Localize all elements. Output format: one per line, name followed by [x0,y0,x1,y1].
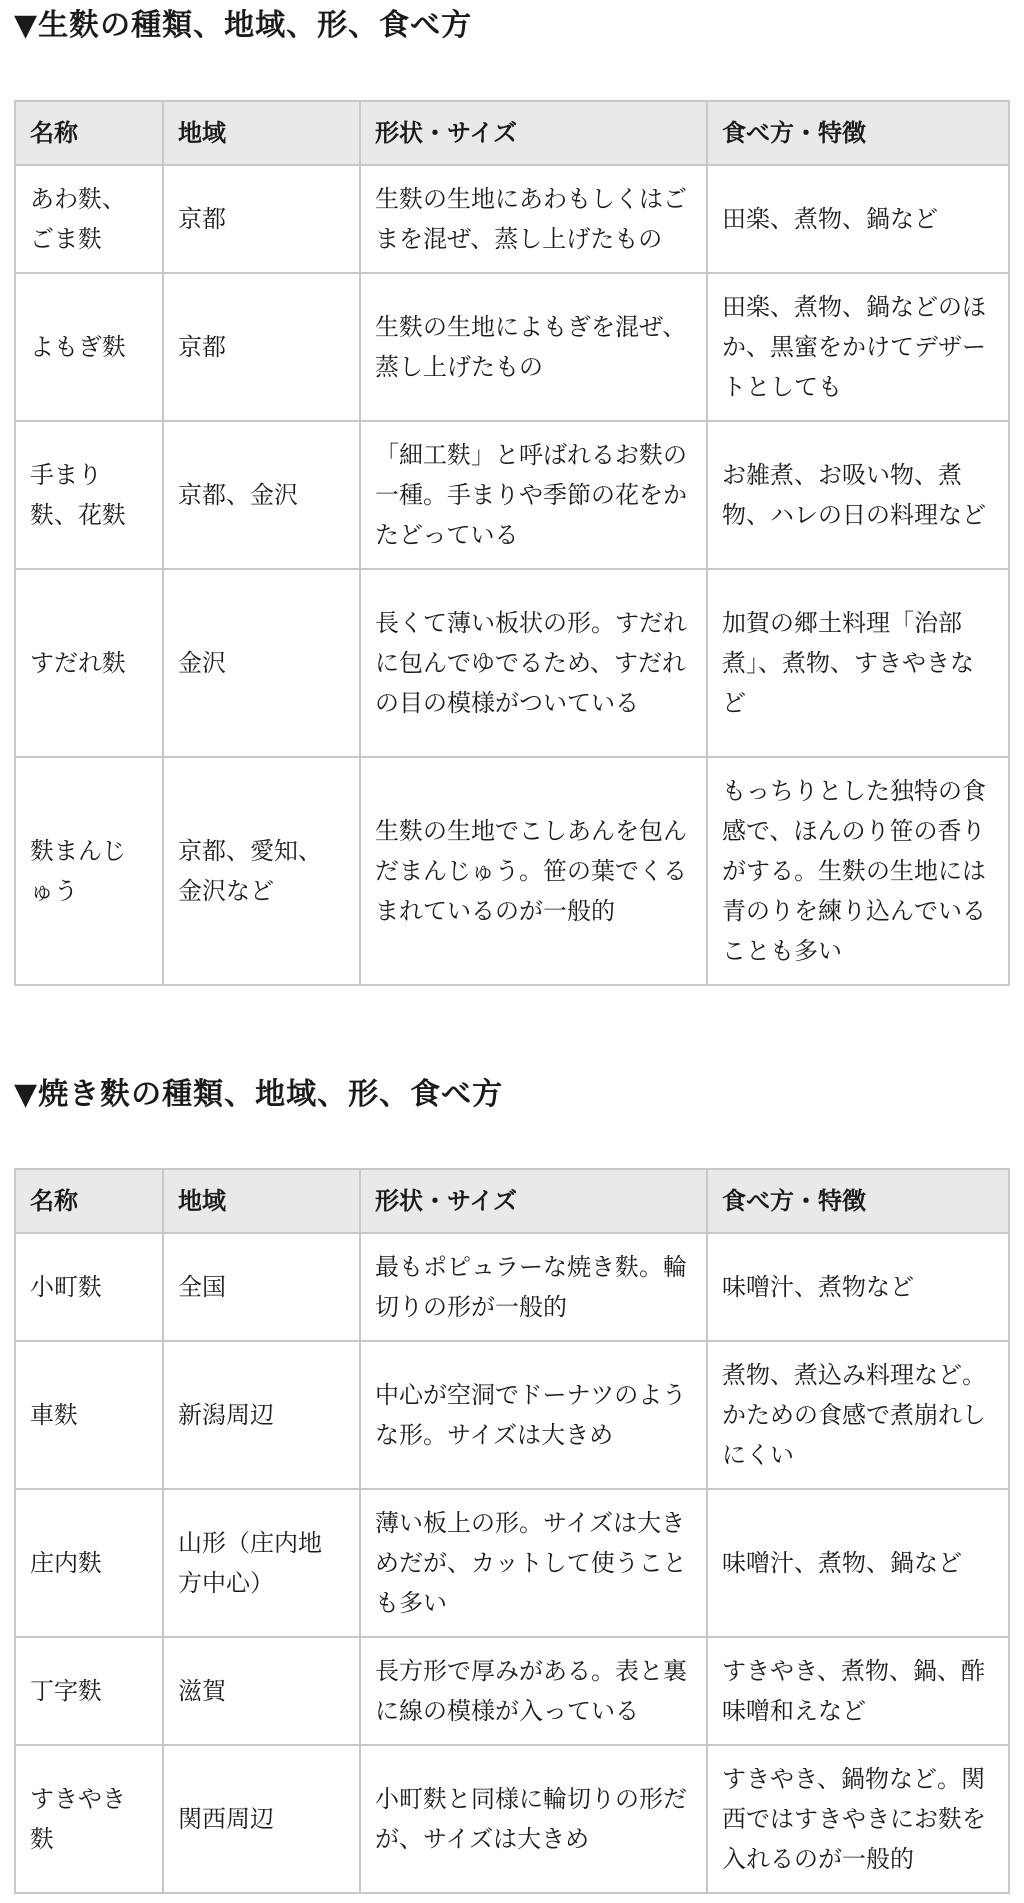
cell-shape: 長方形で厚みがある。表と裏に線の模様が入っている [360,1637,707,1745]
cell-name: 庄内麩 [15,1489,163,1637]
cell-shape: 長くて薄い板状の形。すだれに包んでゆでるため、すだれの目の模様がついている [360,569,707,757]
cell-region: 関西周辺 [163,1745,360,1893]
yaki-fu-table [14,1168,1010,1894]
cell-name: すだれ麩 [15,569,163,757]
cell-shape: 中心が空洞でドーナツのような形。サイズは大きめ [360,1341,707,1489]
cell-usage: もっちりとした独特の食感で、ほんのり笹の香りがする。生麩の生地には青のりを練り込んでいることも多い [707,757,1009,985]
cell-region: 京都、愛知、金沢など [163,757,360,985]
cell-region: 京都 [163,165,360,273]
table-row [15,1489,1009,1637]
table-row [15,421,1009,569]
cell-name: よもぎ麩 [15,273,163,421]
table-row [15,165,1009,273]
table-row [15,1745,1009,1893]
cell-shape: 生麩の生地によもぎを混ぜ、蒸し上げたもの [360,273,707,421]
cell-usage: 加賀の郷土料理「治部煮」、煮物、すきやきなど [707,569,1009,757]
cell-usage: 味噌汁、煮物など [707,1233,1009,1341]
column-header-name: 名称 [15,101,163,165]
cell-shape: 生麩の生地でこしあんを包んだまんじゅう。笹の葉でくるまれているのが一般的 [360,757,707,985]
cell-usage: 田楽、煮物、鍋などのほか、黒蜜をかけてデザートとしても [707,273,1009,421]
cell-usage: 味噌汁、煮物、鍋など [707,1489,1009,1637]
column-header-usage: 食べ方・特徴 [707,101,1009,165]
section-title-yaki-fu: ▼焼き麩の種類、地域、形、食べ方 [14,1077,504,1112]
cell-region: 京都 [163,273,360,421]
nama-fu-table [14,100,1010,986]
column-header-usage: 食べ方・特徴 [707,1169,1009,1233]
section-title-nama-fu: ▼生麩の種類、地域、形、食べ方 [14,8,473,43]
cell-name: 麩まんじゅう [15,757,163,985]
cell-name: 小町麩 [15,1233,163,1341]
cell-region: 滋賀 [163,1637,360,1745]
table-header-row [15,101,1009,165]
cell-region: 新潟周辺 [163,1341,360,1489]
table-row [15,1341,1009,1489]
cell-usage: すきやき、煮物、鍋、酢味噌和えなど [707,1637,1009,1745]
table-row [15,273,1009,421]
cell-region: 山形（庄内地方中心） [163,1489,360,1637]
cell-region: 金沢 [163,569,360,757]
cell-shape: 最もポピュラーな焼き麩。輪切りの形が一般的 [360,1233,707,1341]
column-header-region: 地域 [163,101,360,165]
cell-name: あわ麩、ごま麩 [15,165,163,273]
cell-shape: 薄い板上の形。サイズは大きめだが、カットして使うことも多い [360,1489,707,1637]
column-header-region: 地域 [163,1169,360,1233]
table-row [15,757,1009,985]
cell-usage: 煮物、煮込み料理など。かための食感で煮崩れしにくい [707,1341,1009,1489]
cell-shape: 「細工麩」と呼ばれるお麩の一種。手まりや季節の花をかたどっている [360,421,707,569]
cell-shape: 小町麩と同様に輪切りの形だが、サイズは大きめ [360,1745,707,1893]
cell-region: 全国 [163,1233,360,1341]
cell-usage: すきやき、鍋物など。関西ではすきやきにお麩を入れるのが一般的 [707,1745,1009,1893]
column-header-shape: 形状・サイズ [360,1169,707,1233]
column-header-shape: 形状・サイズ [360,101,707,165]
table-row [15,569,1009,757]
column-header-name: 名称 [15,1169,163,1233]
cell-name: 車麩 [15,1341,163,1489]
cell-usage: お雑煮、お吸い物、煮物、ハレの日の料理など [707,421,1009,569]
table-header-row [15,1169,1009,1233]
cell-name: すきやき麩 [15,1745,163,1893]
cell-name: 丁字麩 [15,1637,163,1745]
cell-region: 京都、金沢 [163,421,360,569]
cell-usage: 田楽、煮物、鍋など [707,165,1009,273]
cell-name: 手まり麩、花麩 [15,421,163,569]
table-row [15,1637,1009,1745]
table-row [15,1233,1009,1341]
cell-shape: 生麩の生地にあわもしくはごまを混ぜ、蒸し上げたもの [360,165,707,273]
